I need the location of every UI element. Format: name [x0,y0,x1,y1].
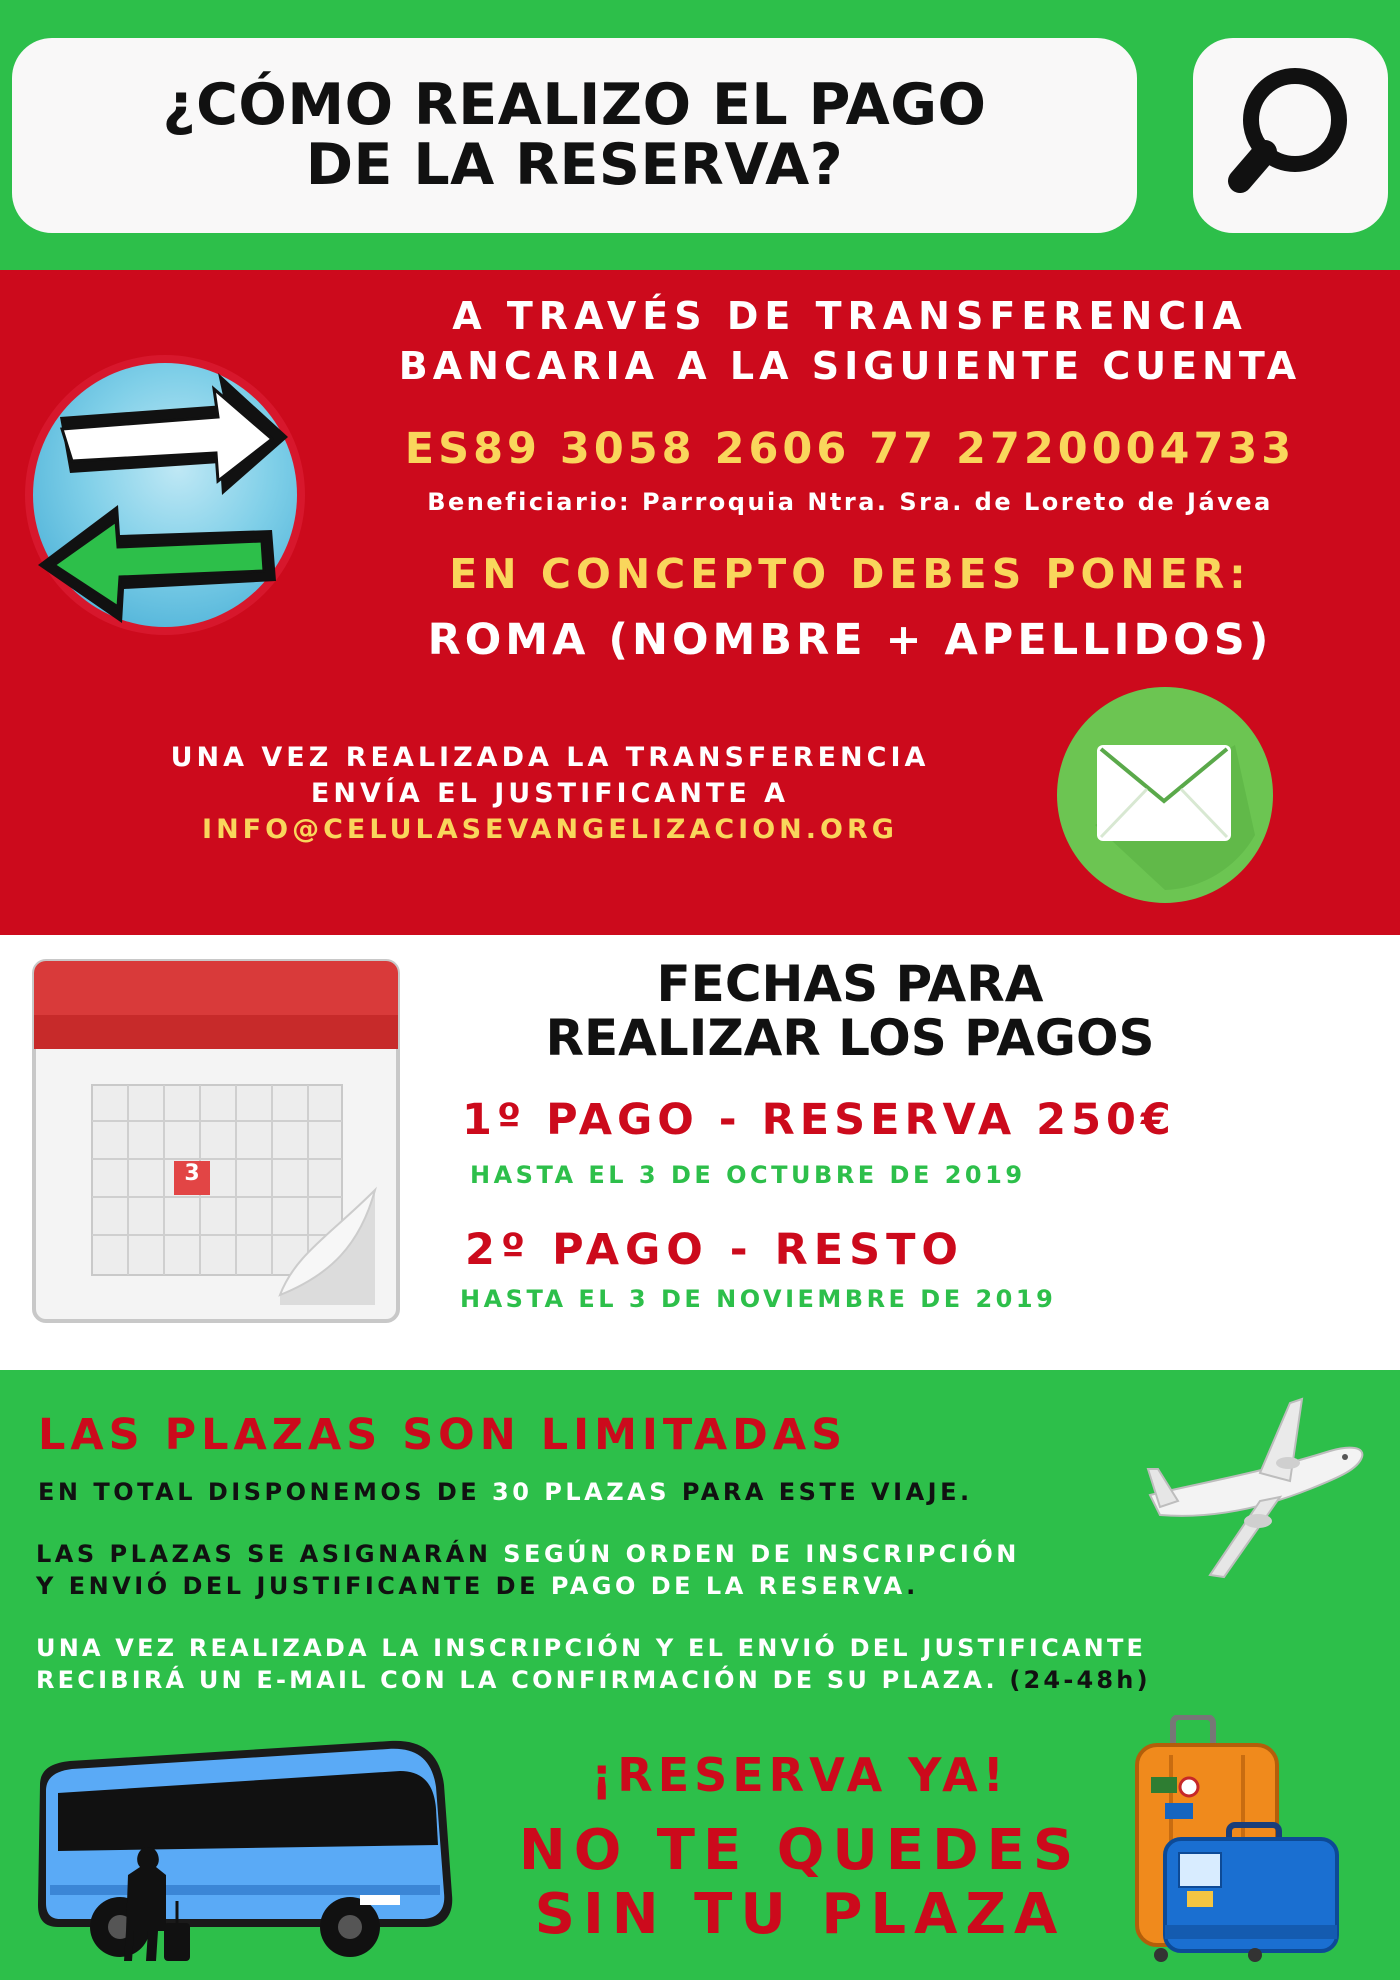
confirm-line2-text: RECIBIRÁ UN E-MAIL CON LA CONFIRMACIÓN DE SU PLAZA. [36,1666,998,1694]
calendar-icon [30,955,410,1345]
mail-icon[interactable] [1055,685,1275,905]
luggage-icon [1125,1715,1345,1965]
cta-line1: NO TE QUEDES [518,1818,1082,1883]
send-line2: ENVÍA EL JUSTIFICANTE A [310,778,790,809]
dates-heading-line1: FECHAS PARA [656,955,1044,1013]
confirm-time: (24-48h) [997,1666,1151,1694]
assign-line1-pre: LAS PLAZAS SE ASIGNARÁN [36,1540,504,1568]
iban-number: ES89 3058 2606 77 2720004733 [404,424,1296,474]
calendar-day: 3 [184,1161,200,1186]
payment2-title: 2º PAGO - RESTO [465,1225,964,1275]
transfer-arrows-icon [0,355,330,635]
dates-heading-line2: REALIZAR LOS PAGOS [545,1009,1155,1067]
contact-email[interactable]: INFO@CELULASEVANGELIZACION.ORG [202,814,898,845]
transfer-heading-line2: BANCARIA A LA SIGUIENTE CUENTA [398,344,1302,388]
cta-reserve-now[interactable]: ¡RESERVA YA! [591,1748,1009,1802]
assign-line2-pre: Y ENVIÓ DEL JUSTIFICANTE DE [36,1572,551,1600]
page-title-line1: ¿CÓMO REALIZO EL PAGO [162,71,987,138]
assign-line2-post: . [906,1572,919,1600]
search-icon [1193,38,1388,233]
transfer-band [0,270,1400,935]
airplane-icon [1140,1385,1370,1585]
transfer-heading-line1: A TRAVÉS DE TRANSFERENCIA [452,294,1248,338]
page-title-line2: DE LA RESERVA? [305,131,844,198]
payment1-deadline: HASTA EL 3 DE OCTUBRE DE 2019 [470,1161,1026,1189]
payment2-deadline: HASTA EL 3 DE NOVIEMBRE DE 2019 [460,1285,1057,1313]
title-card [12,38,1137,233]
assign-line2-highlight: PAGO DE LA RESERVA [550,1572,907,1600]
bus-icon [30,1735,470,1965]
total-places-pre: EN TOTAL DISPONEMOS DE [38,1478,493,1506]
cta-line2: SIN TU PLAZA [534,1882,1066,1947]
assign-line1-highlight: SEGÚN ORDEN DE INSCRIPCIÓN [503,1540,1020,1568]
beneficiary-text: Beneficiario: Parroquia Ntra. Sra. de Loreto de Jávea [427,488,1273,516]
total-places-highlight: 30 PLAZAS [492,1478,671,1506]
assign-line2 [36,1572,919,1600]
total-places-text [38,1478,973,1506]
send-line1: UNA VEZ REALIZADA LA TRANSFERENCIA [170,742,930,773]
concept-label: EN CONCEPTO DEBES PONER: [449,550,1251,598]
header-band [0,0,1400,270]
confirm-line1: UNA VEZ REALIZADA LA INSCRIPCIÓN Y EL ENVIÓ DEL JUSTIFICANTE [36,1634,1147,1662]
limits-heading: LAS PLAZAS SON LIMITADAS [38,1410,848,1460]
payment1-title: 1º PAGO - RESERVA 250€ [462,1095,1176,1145]
search-card[interactable] [1193,38,1388,233]
total-places-post: PARA ESTE VIAJE. [670,1478,973,1506]
assign-line1 [36,1540,1020,1568]
dates-band [0,935,1400,1370]
confirm-line2 [36,1666,1151,1694]
concept-value: ROMA (NOMBRE + APELLIDOS) [427,615,1273,665]
